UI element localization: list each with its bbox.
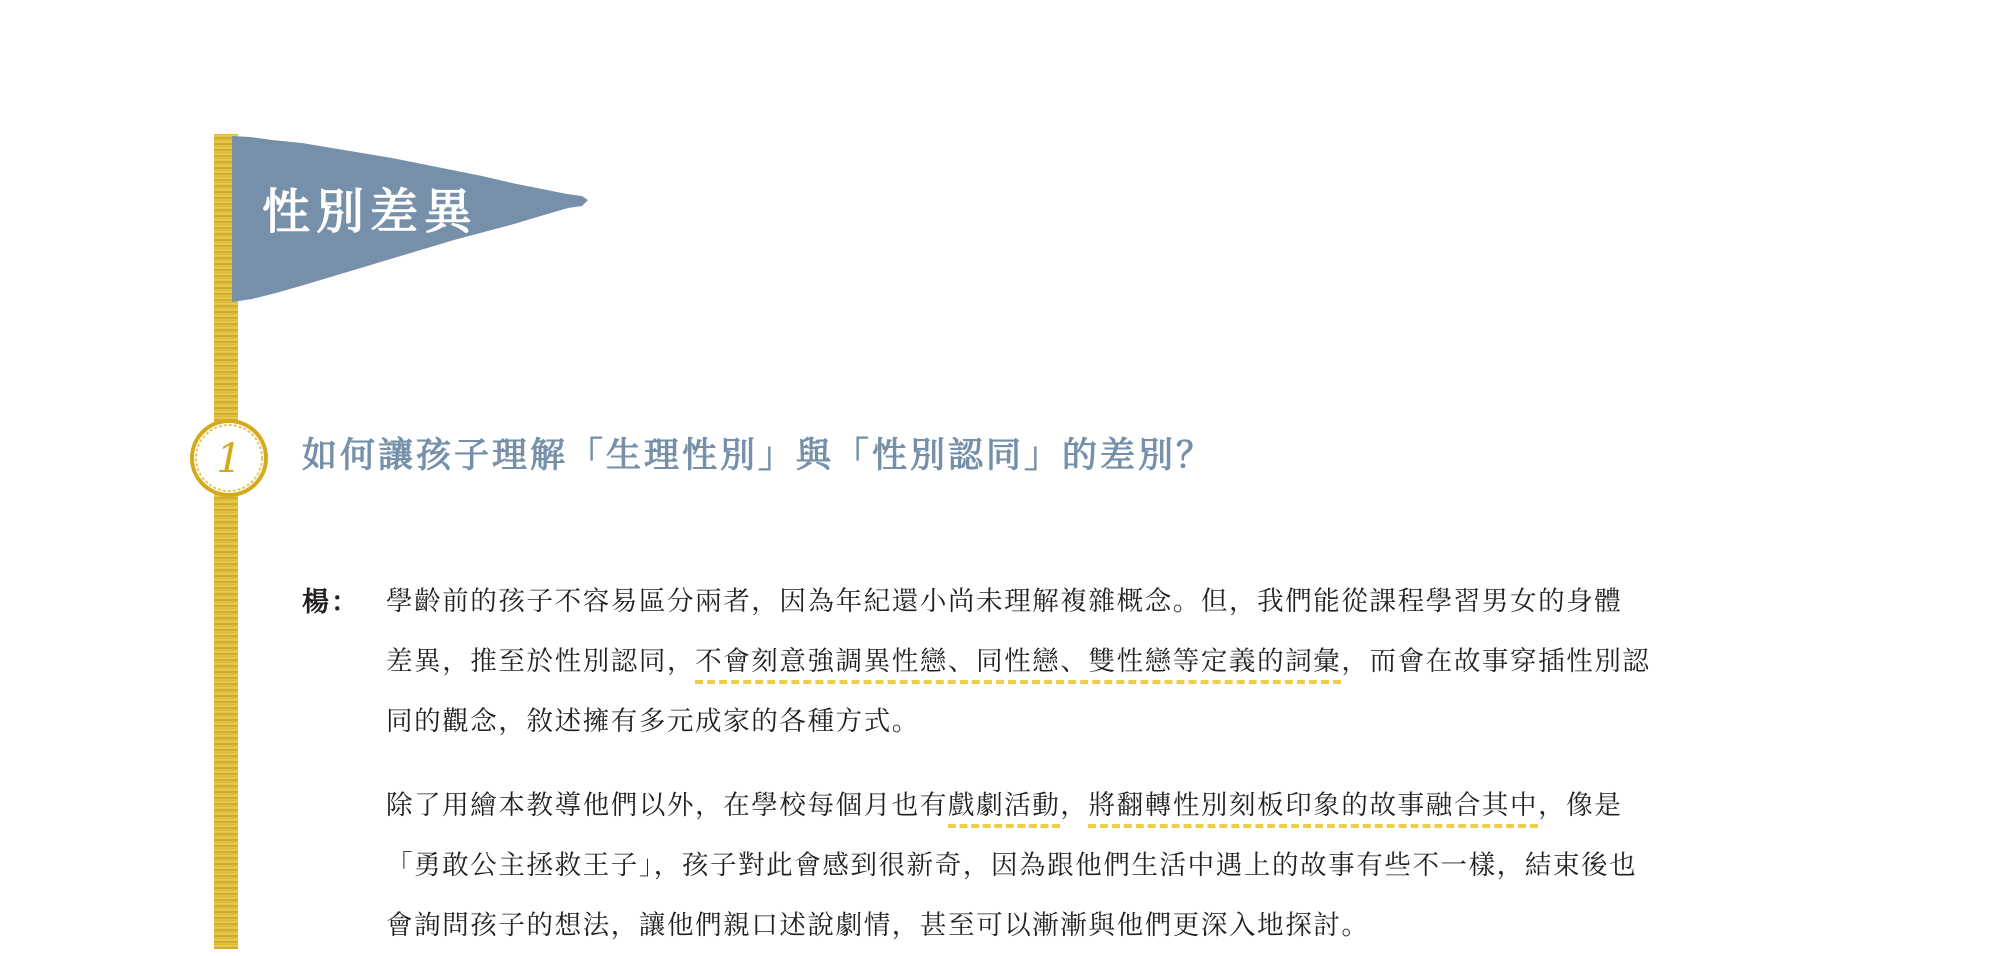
paragraph-line: 會詢問孩子的想法，讓他們親口述說劇情，甚至可以漸漸與他們更深入地探討。 <box>386 910 1370 941</box>
speaker-label: 楊： <box>302 587 360 618</box>
paragraph-line: 同的觀念，敘述擁有多元成家的各種方式。 <box>386 706 920 737</box>
highlighted-phrase: 戲劇活動 <box>948 790 1061 821</box>
answer-paragraph-1 <box>386 572 1726 752</box>
paragraph-line: 「勇敢公主拯救王子」，孩子對此會感到很新奇，因為跟他們生活中遇上的故事有些不一樣，結束後也 <box>386 850 1638 881</box>
answer-paragraph-2 <box>386 776 1726 956</box>
question-number: 1 <box>216 436 242 482</box>
section-title: 性別差異 <box>262 184 479 240</box>
question-number-badge <box>187 416 271 500</box>
paragraph-line: 差異，推至於性別認同，不會刻意強調異性戀、同性戀、雙性戀等定義的詞彙，而會在故事穿插性別認 <box>386 646 1651 677</box>
highlighted-phrase: 不會刻意強調異性戀、同性戀、雙性戀等定義的詞彙 <box>695 646 1342 677</box>
question-heading: 如何讓孩子理解「生理性別」與「性別認同」的差別？ <box>302 436 1215 476</box>
highlighted-phrase: 將翻轉性別刻板印象的故事融合其中 <box>1088 790 1539 821</box>
paragraph-line: 除了用繪本教導他們以外，在學校每個月也有戲劇活動，將翻轉性別刻板印象的故事融合其中，像是 <box>386 790 1623 821</box>
paragraph-line: 學齡前的孩子不容易區分兩者，因為年紀還小尚未理解複雜概念。但，我們能從課程學習男女的身體 <box>386 586 1623 617</box>
